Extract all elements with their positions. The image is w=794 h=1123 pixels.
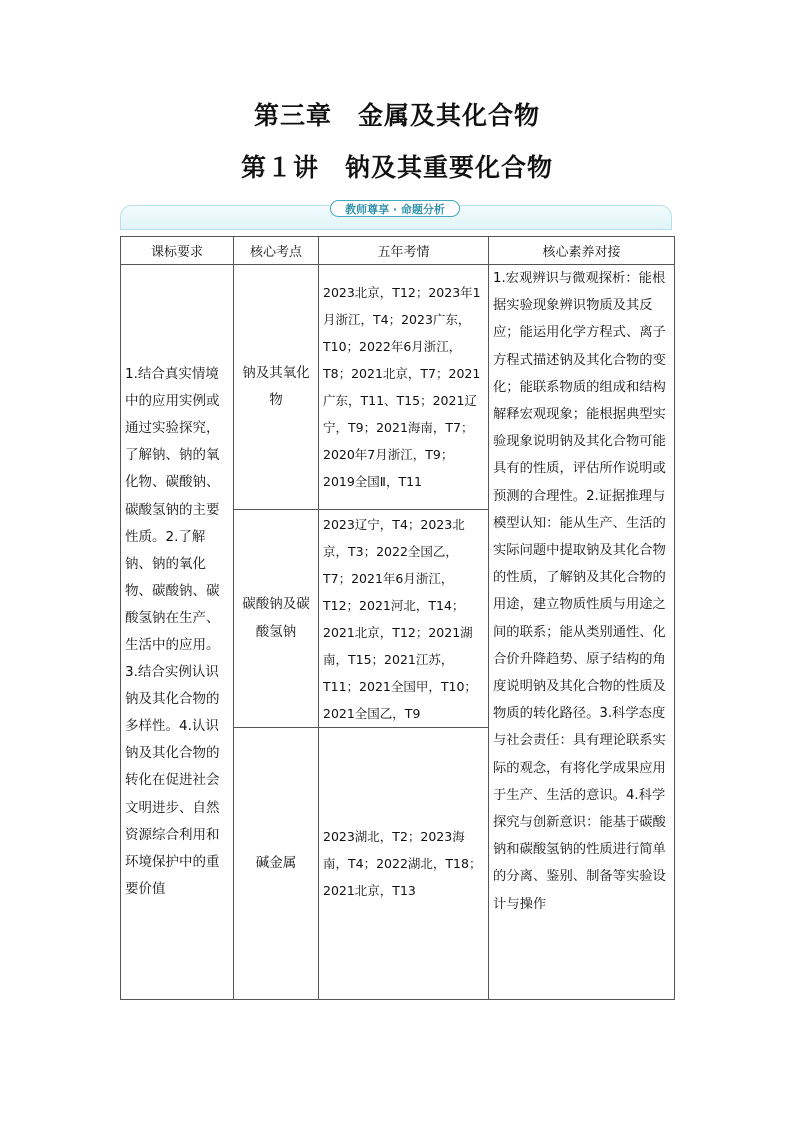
table-row: [121, 265, 675, 510]
exam-history-cell: 2023辽宁，T4；2023北京，T3；2022全国乙，T7；2021年6月浙江，T12；2021河北，T14；2021北京，T12；2021湖南，T15；2021江苏，T11；2021全国甲，T10；2021全国乙，T9: [319, 510, 489, 728]
header-exam-history: 五年考情: [319, 237, 489, 265]
requirements-cell: 1.结合真实情境中的应用实例或通过实验探究，了解钠、钠的氧化物、碳酸钠、碳酸氢钠的主要性质。2.了解钠、钠的氧化物、碳酸钠、碳酸氢钠在生产、生活中的应用。3.结合实例认识钠及其化合物的多样性。4.认识钠及其化合物的转化在促进社会文明进步、自然资源综合利用和环境保护中的重要价值: [121, 265, 234, 1000]
key-point-cell: 碱金属: [234, 728, 319, 1000]
literacy-cell: 1.宏观辨识与微观探析：能根据实验现象辨识物质及其反应；能运用化学方程式、离子方程式描述钠及其化合物的变化；能联系物质的组成和结构解释宏观现象；能根据典型实验现象说明钠及其化合物可能具有的性质，评估所作说明或预测的合理性。2.证据推理与模型认知：能从生产、生活的实际问题中提取钠及其化合物的性质，了解钠及其化合物的用途，建立物质性质与用途之间的联系；能从类别通性、化合价升降趋势、原子结构的角度说明钠及其化合物的性质及物质的转化路径。3.科学态度与社会责任：具有理论联系实际的观念，有将化学成果应用于生产、生活的意识。4.科学探究与创新意识：能基于碳酸钠和碳酸氢钠的性质进行简单的分离、鉴别、制备等实验设计与操作: [489, 265, 675, 1000]
key-point-cell: 碳酸钠及碳酸氢钠: [234, 510, 319, 728]
header-requirements: 课标要求: [121, 237, 234, 265]
lecture-title: 第１讲 钠及其重要化合物: [240, 153, 553, 182]
exam-history-cell: 2023北京，T12；2023年1月浙江，T4；2023广东，T10；2022年6月浙江，T8；2021北京，T7；2021广东，T11、T15；2021辽宁，T9；2021海南，T7；2020年7月浙江，T9；2019全国Ⅱ，T11: [319, 265, 489, 510]
table-header-row: [121, 237, 675, 265]
chapter-title: 第三章 金属及其化合物: [253, 101, 540, 130]
header-key-points: 核心考点: [234, 237, 319, 265]
analysis-table: [120, 236, 675, 1000]
exam-history-cell: 2023湖北，T2；2023海南，T4；2022湖北，T18；2021北京，T13: [319, 728, 489, 1000]
banner-label: 教师尊享 · 命题分析: [330, 200, 460, 217]
header-literacy: 核心素养对接: [489, 237, 675, 265]
key-point-cell: 钠及其氧化物: [234, 265, 319, 510]
